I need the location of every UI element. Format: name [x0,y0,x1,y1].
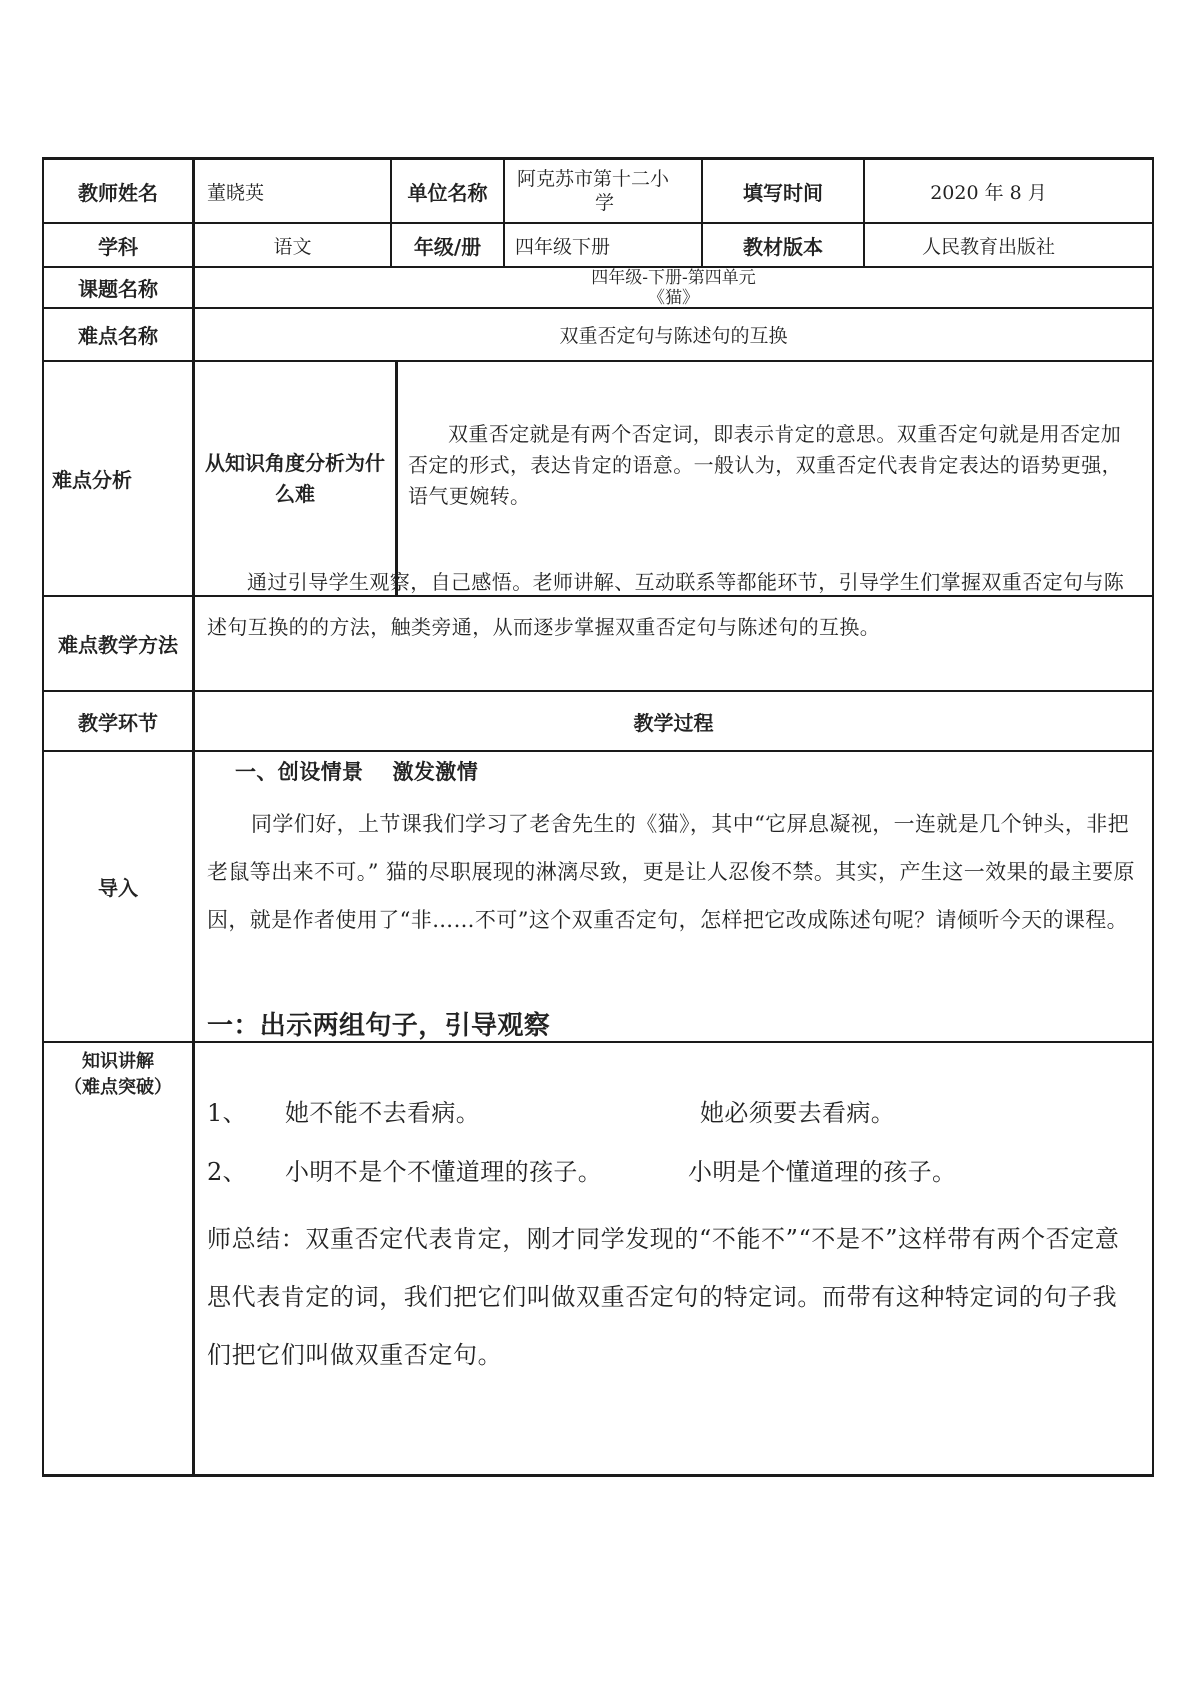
fill-date-label: 填写时间 [743,180,823,205]
intro-text [195,800,1152,944]
example-1-number: 1、 [207,1099,248,1127]
knowledge-label-line2: （难点突破） [64,1077,172,1098]
topic-label: 课题名称 [78,277,158,301]
knowledge-label [44,1043,192,1103]
table-border [42,1474,1154,1477]
unit-name-value [505,160,701,222]
method-text [195,560,1152,650]
grade-label: 年级/册 [413,234,482,259]
analysis-text [398,419,1152,512]
knowledge-summary [195,1210,1152,1384]
teacher-name-label: 教师姓名 [78,180,158,205]
intro-heading: 一、创设情景 激发激情 [235,760,479,784]
method-paragraph: 通过引导学生观察，自己感悟。老师讲解、互动联系等都能环节，引导学生们掌握双重否定句与陈述句互换的的方法，触类旁通，从而逐步掌握双重否定句与陈述句的互换。 [207,570,1125,639]
method-label: 难点教学方法 [58,633,178,657]
unit-name-line1: 阿克苏市第十二小 [517,168,670,190]
example-2-negative: 小明不是个不懂道理的孩子。 [285,1158,603,1186]
subject-label: 学科 [98,234,138,259]
edition-value: 人民教育出版社 [921,235,1055,258]
example-2-positive: 小明是个懂道理的孩子。 [688,1158,957,1186]
summary-paragraph: 师总结：双重否定代表肯定，刚才同学发现的“不能不”“不是不”这样带有两个否定意思代表肯定的词，我们把它们叫做双重否定句的特定词。而带有这种特定词的句子我们把它们叫做双重否定句。 [207,1225,1120,1369]
analysis-label: 难点分析 [52,468,132,492]
topic-line1: 四年级-下册-第四单元 [591,267,756,288]
unit-name-line2: 学 [595,192,615,214]
intro-paragraph: 同学们好，上节课我们学习了老舍先生的《猫》，其中“它屏息凝视，一连就是几个钟头，非把老鼠等出来不可。” 猫的尽职展现的淋漓尽致，更是让人忍俊不禁。其实，产生这一效果的最主要原因，就是作者使用了“非……不可”这个双重否定句，怎样把它改成陈述句呢？请倾听今天的课程。 [207,812,1135,932]
analysis-paragraph: 双重否定就是有两个否定词，即表示肯定的意思。双重否定句就是用否定加否定的形式，表达肯定的语意。一般认为，双重否定代表肯定表达的语势更强，语气更婉转。 [408,422,1122,508]
process-step-label: 教学环节 [78,710,158,735]
edition-label: 教材版本 [743,234,823,259]
lesson-plan-table [42,157,1154,1477]
example-1-positive: 她必须要去看病。 [700,1099,896,1127]
unit-name-label: 单位名称 [407,180,488,205]
example-1-negative: 她不能不去看病。 [285,1099,481,1127]
teacher-name-value: 董晓英 [207,181,265,204]
difficulty-label: 难点名称 [78,324,158,348]
intro-label: 导入 [98,876,138,900]
subject-value: 语文 [273,235,312,258]
analysis-sub-label: 从知识角度分析为什么难 [205,450,385,506]
grade-value: 四年级下册 [515,235,611,258]
knowledge-heading: 一：出示两组句子，引导观察 [207,1011,551,1041]
difficulty-value: 双重否定句与陈述句的互换 [559,325,788,347]
table-border [1152,157,1154,1477]
topic-value [195,268,1152,307]
process-header-value: 教学过程 [633,710,714,735]
fill-date-value: 2020 年 8 月 [930,181,1047,204]
knowledge-label-line1: 知识讲解 [82,1051,154,1072]
topic-line2: 《猫》 [648,287,699,308]
row-divider [42,750,1154,752]
example-2-number: 2、 [207,1158,248,1186]
